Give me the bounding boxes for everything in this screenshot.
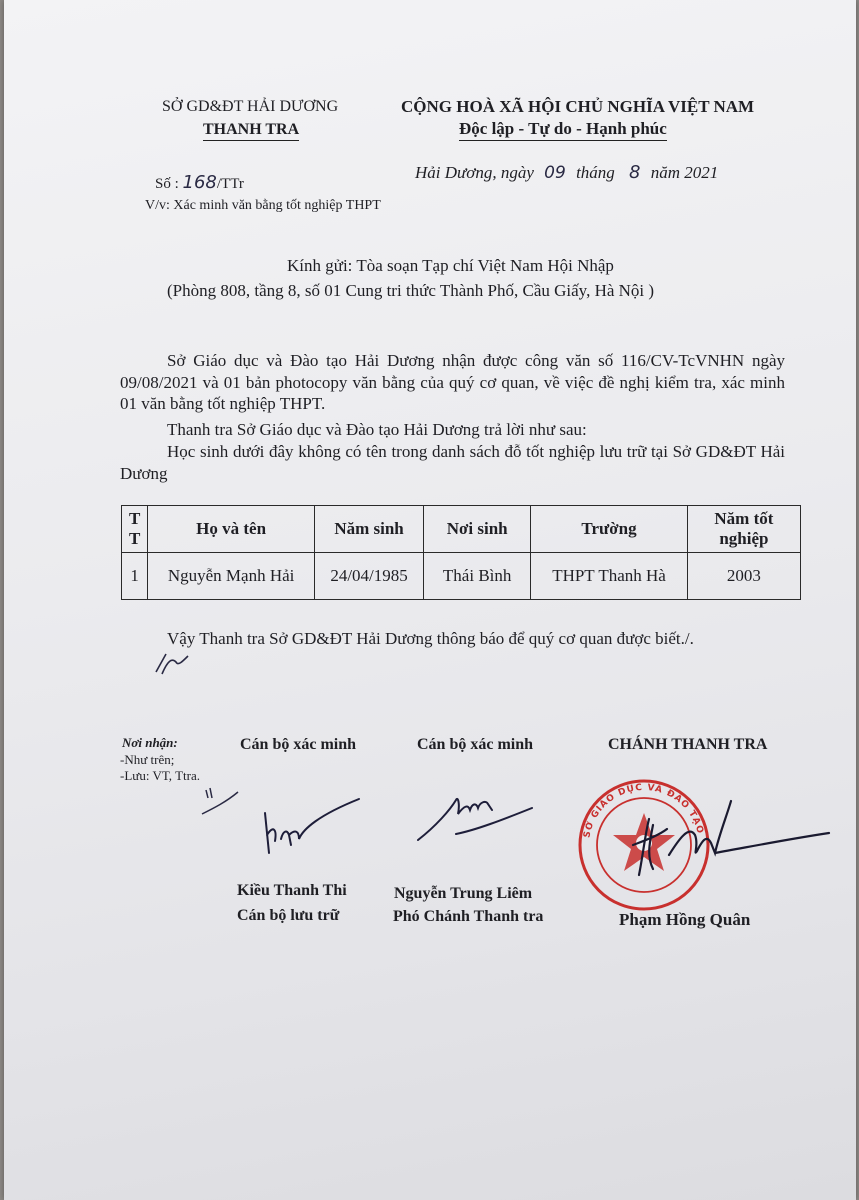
date-month-word: tháng (576, 163, 615, 182)
signature-2 (416, 790, 536, 850)
document-number (155, 172, 244, 193)
table-row (122, 553, 801, 600)
agency-name: SỞ GD&ĐT HẢI DƯƠNG (162, 98, 339, 115)
number-prefix: Số : (155, 176, 179, 192)
closing-initial-mark (152, 650, 192, 678)
signer-2-name: Nguyễn Trung Liêm (394, 885, 533, 902)
table-header: Năm tốt nghiệp (687, 506, 800, 553)
table-header-row (122, 506, 801, 553)
document-page (4, 0, 856, 1200)
recipient-address: (Phòng 808, tầng 8, số 01 Cung tri thức Thành Phố, Cầu Giấy, Hà Nội ) (167, 281, 655, 300)
table-cell: THPT Thanh Hà (531, 553, 688, 600)
body-paragraph-1: Sở Giáo dục và Đào tạo Hải Dương nhận được công văn số 116/CV-TcVNHN ngày 09/08/2021 và 01 bản photocopy văn bằng của quý cơ quan, về việc đề nghị kiểm tra, xác minh 01 văn bằng tốt nghiệp THPT. (120, 351, 785, 413)
table-cell: Nguyễn Mạnh Hải (148, 553, 315, 600)
signer-3-role: CHÁNH THANH TRA (608, 736, 768, 753)
signer-2-title: Phó Chánh Thanh tra (393, 908, 544, 925)
number-handwritten: 168 (182, 172, 217, 193)
stamp-text: SỞ GIÁO DỤC VÀ ĐÀO TẠO (582, 782, 705, 839)
motto: Độc lập - Tự do - Hạnh phúc (459, 119, 667, 141)
body-paragraph-3: Học sinh dưới đây không có tên trong danh sách đỗ tốt nghiệp lưu trữ tại Sở GD&ĐT Hải Dương (120, 442, 785, 483)
table-header: Năm sinh (314, 506, 423, 553)
signature-1 (259, 795, 369, 865)
number-suffix: /TTr (216, 176, 244, 192)
recipient-line: Kính gửi: Tòa soạn Tạp chí Việt Nam Hội Nhập (287, 256, 614, 275)
archive-initial-mark (200, 784, 240, 818)
date-month-handwritten: 8 (629, 162, 641, 183)
date-year: năm 2021 (650, 163, 719, 182)
table-cell: 24/04/1985 (314, 553, 423, 600)
document-date (415, 162, 718, 183)
recipients-title: Nơi nhận: (122, 735, 178, 750)
country-name: CỘNG HOÀ XÃ HỘI CHỦ NGHĨA VIỆT NAM (401, 97, 755, 116)
table-cell: 1 (122, 553, 148, 600)
table-header: Trường (531, 506, 688, 553)
signer-2-role: Cán bộ xác minh (417, 736, 534, 753)
table-cell: 2003 (687, 553, 800, 600)
department-name: THANH TRA (203, 121, 299, 141)
result-table (121, 505, 801, 600)
signer-3-name: Phạm Hồng Quân (619, 910, 751, 929)
table-header: TT (122, 506, 148, 553)
recipients-line-1: -Như trên; (120, 752, 175, 767)
table-header: Họ và tên (148, 506, 315, 553)
signer-1-role: Cán bộ xác minh (240, 736, 357, 753)
signer-1-title: Cán bộ lưu trữ (237, 907, 340, 924)
subject-line: V/v: Xác minh văn bằng tốt nghiệp THPT (145, 198, 381, 213)
table-cell: Thái Bình (424, 553, 531, 600)
table-header: Nơi sinh (424, 506, 531, 553)
signature-3 (619, 795, 839, 885)
body-paragraph-2: Thanh tra Sở Giáo dục và Đào tạo Hải Dương trả lời như sau: (167, 420, 587, 439)
date-day-handwritten: 09 (544, 163, 566, 183)
signer-1-name: Kiều Thanh Thi (237, 882, 347, 899)
date-place: Hải Dương, ngày (415, 163, 534, 182)
recipients-line-2: -Lưu: VT, Ttra. (120, 768, 200, 783)
closing-paragraph: Vậy Thanh tra Sở GD&ĐT Hải Dương thông báo để quý cơ quan được biết./. (167, 629, 694, 648)
